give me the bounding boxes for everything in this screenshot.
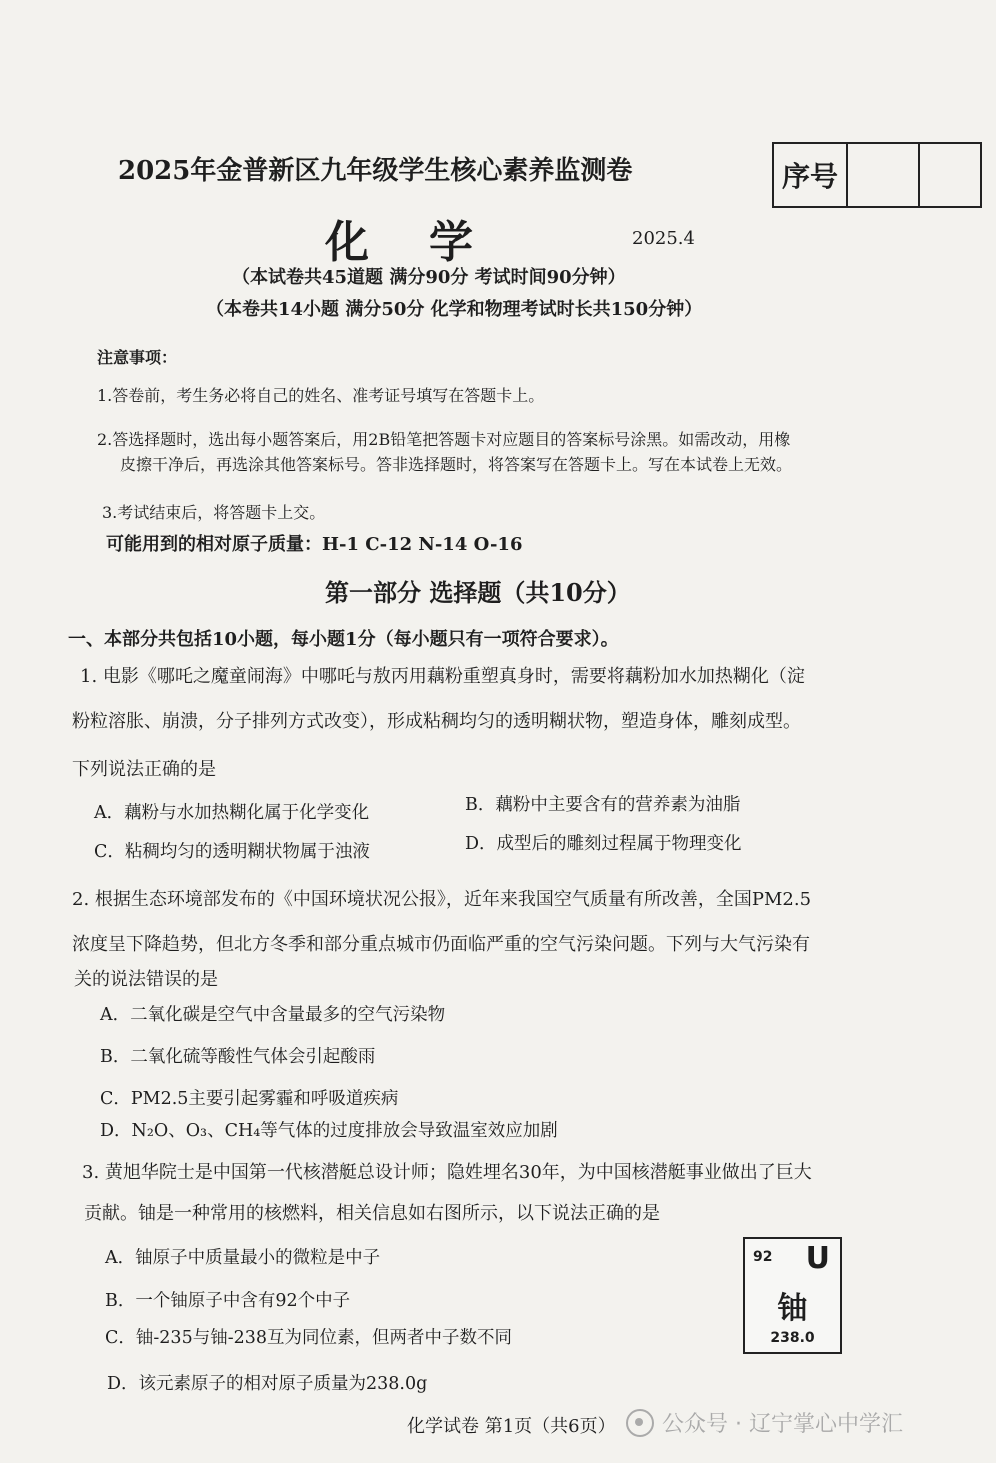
q1-line3: 下列说法正确的是 [72, 759, 216, 780]
q2-line1: 2. 根据生态环境部发布的《中国环境状况公报》，近年来我国空气质量有所改善，全国PM2.5 [72, 889, 812, 910]
q1-option-a: A．藕粉与水加热糊化属于化学变化 [94, 803, 370, 823]
subject-title: 化学 [325, 217, 533, 268]
q2-option-b: B．二氧化硫等酸性气体会引起酸雨 [100, 1047, 376, 1067]
q2-line3: 关的说法错误的是 [74, 969, 218, 990]
atomic-mass-line: 可能用到的相对原子质量：H-1 C-12 N-14 O-16 [106, 534, 523, 555]
wechat-icon [626, 1409, 654, 1437]
notice-item-2a: 2.答选择题时，选出每小题答案后，用2B铅笔把答题卡对应题目的答案标号涂黑。如需改动，用橡 [97, 430, 791, 449]
q1-line1: 1. 电影《哪吒之魔童闹海》中哪吒与敖丙用藕粉重塑真身时，需要将藕粉加水加热糊化（淀 [80, 666, 805, 687]
watermark-text: 公众号 · 辽宁掌心中学汇 [662, 1412, 903, 1437]
page-footer: 化学试卷 第1页（共6页） [407, 1416, 616, 1437]
watermark [626, 1407, 903, 1438]
notice-heading: 注意事项： [97, 348, 178, 367]
q3-option-b: B．一个铀原子中含有92个中子 [105, 1291, 351, 1311]
seq-label: 序号 [774, 144, 848, 206]
exam-info-line2: （本卷共14小题 满分50分 化学和物理考试时长共150分钟） [206, 299, 703, 320]
q3-line1: 3. 黄旭华院士是中国第一代核潜艇总设计师；隐姓埋名30年，为中国核潜艇事业做出了巨大 [82, 1162, 812, 1183]
seq-number-box [772, 142, 982, 208]
q3-option-a: A．铀原子中质量最小的微粒是中子 [105, 1248, 381, 1268]
exam-title: 2025年金普新区九年级学生核心素养监测卷 [118, 156, 633, 186]
element-name: 铀 [777, 1291, 808, 1326]
q3-option-d: D．该元素原子的相对原子质量为238.0g [107, 1374, 428, 1394]
seq-cell-1 [848, 144, 920, 206]
q3-line2: 贡献。铀是一种常用的核燃料，相关信息如右图所示，以下说法正确的是 [84, 1203, 660, 1224]
element-atomic-number: 92 [753, 1249, 773, 1265]
q2-option-d: D．N₂O、O₃、CH₄等气体的过度排放会导致温室效应加剧 [100, 1121, 558, 1141]
q1-option-c: C．粘稠均匀的透明糊状物属于浊液 [94, 842, 370, 862]
q1-option-b: B．藕粉中主要含有的营养素为油脂 [465, 795, 741, 815]
notice-item-1: 1.答卷前，考生务必将自己的姓名、准考证号填写在答题卡上。 [97, 386, 545, 405]
notice-item-3: 3.考试结束后，将答题卡上交。 [102, 503, 326, 522]
q2-option-a: A．二氧化碳是空气中含量最多的空气污染物 [100, 1005, 446, 1025]
section-instruction: 一、本部分共包括10小题，每小题1分（每小题只有一项符合要求）。 [68, 629, 619, 650]
exam-date: 2025.4 [632, 228, 695, 249]
notice-item-2b: 皮擦干净后，再选涂其他答案标号。答非选择题时，将答案写在答题卡上。写在本试卷上无效。 [120, 455, 793, 474]
element-symbol: U [805, 1241, 830, 1276]
element-mass: 238.0 [770, 1330, 815, 1346]
q1-option-d: D．成型后的雕刻过程属于物理变化 [465, 834, 742, 854]
q2-option-c: C．PM2.5主要引起雾霾和呼吸道疾病 [100, 1089, 399, 1109]
exam-info-line1: （本试卷共45道题 满分90分 考试时间90分钟） [232, 267, 626, 288]
part-title: 第一部分 选择题（共10分） [325, 578, 631, 607]
seq-cell-2 [920, 144, 980, 206]
q1-line2: 粉粒溶胀、崩溃，分子排列方式改变），形成粘稠均匀的透明糊状物，塑造身体，雕刻成型。 [72, 711, 801, 732]
q3-option-c: C．铀-235与铀-238互为同位素，但两者中子数不同 [105, 1328, 513, 1348]
uranium-element-tile [743, 1237, 842, 1354]
q2-line2: 浓度呈下降趋势，但北方冬季和部分重点城市仍面临严重的空气污染问题。下列与大气污染有 [72, 934, 810, 955]
